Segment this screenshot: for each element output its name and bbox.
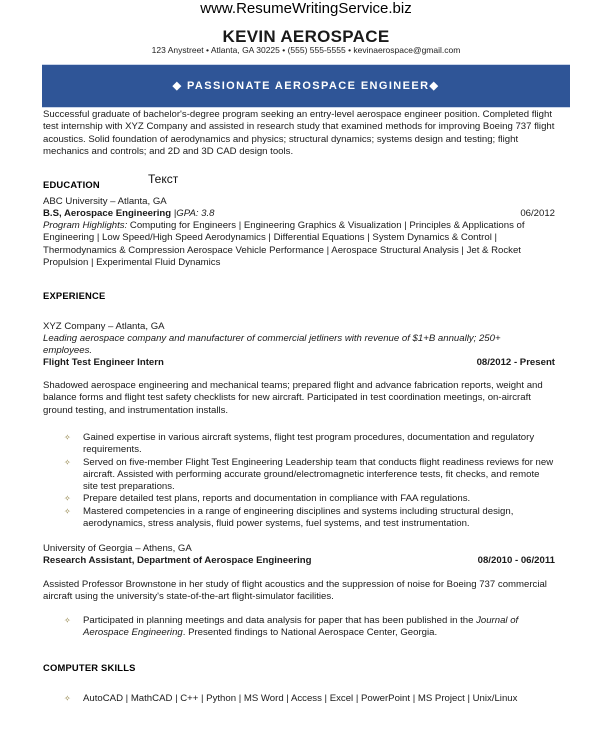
education-heading: EDUCATION (43, 179, 100, 190)
job1-title-row (43, 357, 555, 369)
diamond-bullet-icon: ✧ (64, 494, 71, 504)
skills-bullet-list (64, 693, 554, 705)
program-highlights (43, 220, 558, 269)
experience-heading: EXPERIENCE (43, 290, 106, 301)
job2-description: Assisted Professor Brownstone in her study of flight acoustics and the suppression of noise for Boeing 737 commercial aircraft using the university's state-of-the-art flight-simulator facilities. (43, 579, 547, 603)
summary-paragraph: Successful graduate of bachelor's-degree program seeking an entry-level aerospace engineer position. Completed flight test internship with XYZ Company and assisted in research study that examined methods for improving Boeing 737 flight acoustics. Solid foundation of aerodynamics and physics; structural dynamics; systems design and testing; flight mechanics and controls; and 2D and 3D CAD design tools. (43, 109, 555, 157)
skills-heading: COMPUTER SKILLS (43, 662, 136, 673)
diamond-bullet-icon: ✧ (64, 616, 71, 625)
list-item: ✧ Mastered competencies in a range of engineering disciplines and systems including structural design, aerodynamics, stress analysis, fluid power systems, fuel systems, and test instrumentation. (64, 505, 514, 530)
list-item: ✧ Participated in planning meetings and data analysis for paper that has been published in the Journal of Aerospace Engineering. Presented findings to National Aerospace Center, Georgia. (64, 615, 519, 639)
diamond-bullet-icon: ✧ (64, 433, 71, 442)
contact-line: 123 Anystreet • Atlanta, GA 30225 • (555) 555-5555 • kevinaerospace@gmail.com (151, 45, 461, 55)
job2-title-row (43, 555, 555, 567)
title-banner (42, 64, 570, 108)
list-item: ✧ Served on five-member Flight Test Engineering Leadership team that conducts flight readiness reviews for new aircraft. Assisted with performing accurate ground/electromagnetic interference tests, fit checks, and remote site test preparations. (64, 456, 554, 493)
list-item: ✧ Gained expertise in various aircraft systems, flight test program procedures, documentation and regulatory requirements. (64, 432, 535, 456)
job1-company: XYZ Company – Atlanta, GA (43, 321, 165, 332)
skills-list: AutoCAD | MathCAD | C++ | Python | MS Word | Access | Excel | PowerPoint | MS Project | Unix/Linux (83, 693, 518, 704)
job1-description: Shadowed aerospace engineering and mechanical teams; prepared flight and advance fabrication reports, weight and balance forms and flight test safety checklists for new aircraft. Participated in test coordination meetings, on-aircraft ground testing, and instrumentation installs. (43, 380, 543, 416)
education-school: ABC University – Atlanta, GA (43, 196, 167, 207)
job2-dates: 08/2010 - 06/2011 (477, 555, 555, 566)
candidate-name: KEVIN AEROSPACE (222, 27, 390, 46)
job2-company: University of Georgia – Athens, GA (43, 543, 192, 554)
list-item (64, 693, 554, 705)
job1-tagline: Leading aerospace company and manufacturer of commercial jetliners with revenue of $1+B annually; 250+ employees. (43, 333, 501, 357)
site-url: www.ResumeWritingService.biz (200, 0, 412, 17)
highlights-label: Program Highlights: (43, 220, 128, 231)
handwritten-note: Текст (148, 172, 179, 186)
job1-title: Flight Test Engineer Intern (43, 357, 164, 368)
education-gpa: |GPA: 3.8 (171, 208, 215, 219)
education-date: 06/2012 (520, 208, 555, 219)
job2-title: Research Assistant, Department of Aerospace Engineering (43, 555, 312, 566)
education-degree: B.S, Aerospace Engineering (43, 208, 172, 219)
journal-name: Journal of Aerospace Engineering (83, 615, 519, 639)
education-degree-row (43, 208, 555, 220)
job2-bullet-list (64, 615, 544, 640)
diamond-bullet-icon: ✧ (64, 506, 71, 516)
banner-title: ◆ PASSIONATE AEROSPACE ENGINEER◆ (172, 80, 440, 92)
diamond-bullet-icon: ✧ (64, 457, 71, 467)
job1-dates: 08/2012 - Present (476, 357, 555, 368)
diamond-bullet-icon: ✧ (64, 694, 71, 703)
list-item: ✧ Prepare detailed test plans, reports and documentation in compliance with FAA regulations. (64, 493, 471, 505)
job1-bullet-list (64, 432, 554, 530)
highlights-text: Computing for Engineers | Engineering Graphics & Visualization | Principles & Applications of Engineering | Low Speed/High Speed Aerodynamics | Differential Equations | System Dynamics & Control | Thermodynamics & Compression Aerospace Vehicle Performance | Aerospace Structural Analysis | Jet & Rocket Propulsion | Experimental Fluid Dynamics (43, 220, 525, 268)
